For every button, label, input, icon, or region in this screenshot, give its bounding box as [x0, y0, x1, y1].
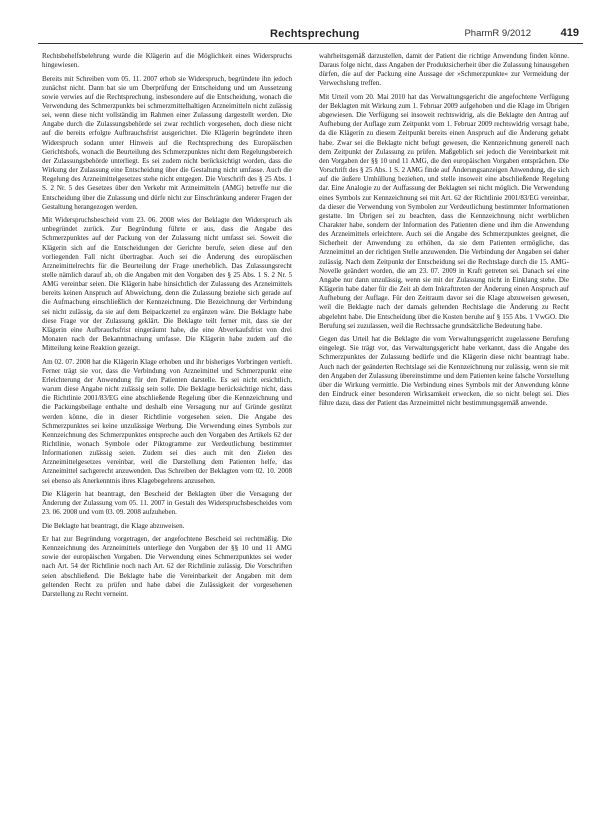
journal-reference: PharmR 9/2012 — [464, 28, 531, 39]
header-rule — [38, 43, 583, 44]
section-title: Rechtsprechung — [270, 28, 360, 40]
paragraph: Die Beklagte hat beantragt, die Klage abzuweisen. — [42, 521, 185, 530]
paragraph: Bereits mit Schreiben vom 05. 11. 2007 erhob sie Widerspruch, begründete ihn jedoch zunächst nicht. Dann bat sie um Überprüfung der Entscheidung und um Aussetzung sowie verwies auf die Rechtsprechung, insbesondere auf die Entscheidung, wonach die Verwendung des Schmerzpunkts bei schmerzmittelhaltigen Arzneimitteln nicht zulässig sei, wenn diese nicht vollständig im Rahmen einer Zulassung dargestellt werden. Die Angabe durch die Zulassungsbehörde sei zwar rechtlich vorgesehen, doch diese nicht auf die bereits erfolgte Aufbrauchsfrist ausgerichtet. Die Klägerin begründete ihren Widerspruch sodann unter Hinweis auf die Rechtsprechung des Europäischen Gerichtshofs, wonach die Beurteilung des Schmerzpunktes nicht dem Regelungsbereich der Zulassungsbehörde unterliegt. Es sei zudem nicht berücksichtigt worden, dass die Wirkung der Zulassung eine Entscheidung über die Gestaltung nicht umfasse. Auch die Regelung des Arzneimittelgesetzes stehe nicht entgegen. Die Vorschrift des § 25 Abs. 1 S. 2 Nr. 5 des Gesetzes über den Verkehr mit Arzneimitteln (AMG) betreffe nur die Entscheidung über die Zulassung und dürfe nicht zur Einschränkung anderer Fragen der Gestaltung herangezogen werden. — [42, 74, 292, 211]
paragraph: Mit Widerspruchsbescheid vom 23. 06. 2008 wies der Beklagte den Widerspruch als unbegründet zurück. Zur Begründung führte er aus, dass die Angabe des Schmerzpunktes auf der Packung von der Zulassung nicht umfasst sei. Soweit die Klägerin sich auf die Entscheidungen der Gerichte berufe, seien diese auf den vorliegenden Fall nicht übertragbar. Auch sei die Änderung des europäischen Arzneimittelrechts für die Beurteilung der Frage unerheblich. Das Zulassungsrecht stelle nämlich darauf ab, ob die Angaben mit den Vorgaben des § 25 Abs. 1 S. 2 Nr. 5 AMG vereinbar seien. Die Klägerin habe hinsichtlich der Zulassung des Arzneimittels bereits keinen Anspruch auf Abweichung, denn die Zulassung beziehe sich gerade auf die Aufmachung einschließlich der Kennzeichnung. Die Bezeichnung der Verbindung sei nicht zulässig, da sie auf dem Beipackzettel zu ergänzen wäre. Die Beklagte habe diese Frage vor der Zulassung geklärt. Die Beklagte teilt ferner mit, dass sie der Klägerin eine Aufbrauchsfrist eingeräumt habe, die eine Abverkaufsfrist von drei Monaten nach der Bekanntmachung umfasse. Die Klägerin habe zudem auf die Mitteilung keine Reaktion gezeigt. — [42, 216, 292, 353]
paragraph: Er hat zur Begründung vorgetragen, der angefochtene Bescheid sei rechtmäßig. Die Kennzeichnung des Arzneimittels unterliege den Vorgaben der §§ 10 und 11 AMG sowie der europäischen Vorgaben. Die Verwendung eines Schmerzpunktes sei weder nach Art. 54 der Richtlinie noch nach Art. 62 der Richtlinie zulässig. Die Vorschriften seien abschließend. Die Beklagte habe die Vereinbarkeit der Angaben mit dem geltenden Recht zu prüfen und habe dabei die Zulässigkeit der vorgesehenen Darstellung zu Recht verneint. — [42, 534, 292, 598]
paragraph: wahrheitsgemäß darzustellen, damit der Patient die richtige Anwendung finden könne. Daraus folge nicht, dass Angaben der Produktsicherheit über die Zulassung hinausgehen dürfen, die auf der Packung eine Aussage der »Schmerzpunkte« zur Vermeidung der Verwechslung treffen. — [319, 52, 569, 88]
paragraph: Rechtsbehelfsbelehrung wurde die Klägerin auf die Möglichkeit eines Widerspruchs hingewiesen. — [42, 52, 292, 70]
page-header — [0, 10, 603, 50]
left-column — [42, 52, 292, 603]
right-column — [319, 52, 569, 413]
paragraph: Am 02. 07. 2008 hat die Klägerin Klage erhoben und ihr bisheriges Vorbringen vertieft. Ferner trägt sie vor, dass die Verbindung von Arzneimittel und Schmerzpunkt eine Erleichterung der Anwendung für den Patienten darstelle. Es sei nicht ersichtlich, warum diese Angabe nicht zulässig sein solle. Die Beklagte berücksichtige nicht, dass die Richtlinie 2001/83/EG eine abschließende Regelung über die Kennzeichnung und die Packungsbeilage enthalte und deshalb eine Versagung nur auf Gründe gestützt werden könne, die in dieser Richtlinie vorgesehen seien. Die Angabe des Schmerzpunktes sei keine unzulässige Werbung. Die Verwendung eines Symbols zur Kennzeichnung des Schmerzpunktes entspreche auch den Vorgaben des Artikels 62 der Richtlinie, wonach Symbole oder Piktogramme zur Verdeutlichung bestimmter Informationen zulässig seien. Zudem sei dies auch mit den Zielen des Arzneimittelgesetzes vereinbar, weil die Darstellung dem Patienten helfe, das Arzneimittel sachgerecht anzuwenden. Das Schreiben der Beklagten vom 02. 10. 2008 sei ebenso als Anerkenntnis ihres Klagebegehrens anzusehen. — [42, 357, 292, 485]
paragraph: Die Klägerin hat beantragt, den Bescheid der Beklagten über die Versagung der Änderung der Zulassung vom 05. 11. 2007 in Gestalt des Widerspruchsbescheides vom 23. 06. 2008 und vom 03. 09. 2008 aufzuheben. — [42, 489, 292, 517]
paragraph: Gegen das Urteil hat die Beklagte die vom Verwaltungsgericht zugelassene Berufung eingelegt. Sie trägt vor, das Verwaltungsgericht habe verkannt, dass die Angabe des Schmerzpunktes der Zulassung bedürfe und die Klägerin diese nicht beantragt habe. Auch nach der geänderten Rechtslage sei die Kennzeichnung nur zulässig, wenn sie mit den Angaben der Zulassung übereinstimme und dem Patienten keine falsche Vorstellung über die Wirkung vermittle. Die Verbindung eines Symbols mit der Anwendung könne den Eindruck einer besonderen Wirksamkeit erwecken, die so nicht belegt sei. Dies führe dazu, dass der Patient das Arzneimittel nicht bestimmungsgemäß anwende. — [319, 335, 569, 408]
paragraph: Mit Urteil vom 20. Mai 2010 hat das Verwaltungsgericht die angefochtene Verfügung der Beklagten mit Wirkung zum 1. Februar 2009 aufgehoben und die Klage im Übrigen abgewiesen. Die Verfügung sei insoweit rechtswidrig, als die Beklagte den Antrag auf Aufhebung der Auflage zum Zeitpunkt vom 1. Februar 2009 rechtswidrig versagt habe, da die Klägerin zu diesem Zeitpunkt bereits einen Anspruch auf die Änderung gehabt habe. Zwar sei die Beklagte nicht befugt gewesen, die Kennzeichnung generell nach dem Zeitpunkt der Zulassung zu prüfen. Maßgeblich sei jedoch die Vereinbarkeit mit den Vorgaben der §§ 10 und 11 AMG, die den europäischen Vorgaben entsprächen. Die Vorschrift des § 25 Abs. 1 S. 2 AMG finde auf Änderungsanzeigen Anwendung, die sich auf die äußere Umhüllung beziehen, und stelle insoweit eine abschließende Regelung dar. Eine Analogie zu der Auffassung der Beklagten sei nicht möglich. Die Verwendung eines Symbols zur Kennzeichnung sei mit Art. 62 der Richtlinie 2001/83/EG vereinbar, da dieser die Verwendung von Symbolen zur Verdeutlichung bestimmter Informationen gestatte. Im Übrigen sei zu beachten, dass die Kennzeichnung nicht werblichen Charakter habe, sondern der Information des Patienten diene und ihm die Anwendung des Arzneimittels erleichtere. Auch sei die Angabe des Schmerzpunktes geeignet, die Sicherheit der Anwendung zu erhöhen, da sie dem Patienten ermögliche, das Arzneimittel an der richtigen Stelle anzuwenden. Die Verbindung der Angaben sei daher zulässig. Nach dem Zeitpunkt der Entscheidung sei die Rechtslage durch die 15. AMG-Novelle geändert worden, die am 23. 07. 2009 in Kraft getreten sei. Danach sei eine Angabe nur dann unzulässig, wenn sie mit der Zulassung nicht in Einklang stehe. Die Klägerin habe daher für die Zeit ab dem Inkrafttreten der Änderung einen Anspruch auf Aufhebung der Auflage. Für den Zeitraum davor sei die Klage abzuweisen gewesen, weil die Beklagte nach der damals geltenden Rechtslage die Änderung zu Recht abgelehnt habe. Die Entscheidung über die Kosten beruhe auf § 155 Abs. 1 VwGO. Die Berufung sei zuzulassen, weil die Rechtssache grundsätzliche Bedeutung habe. — [319, 92, 569, 330]
page-number: 419 — [560, 27, 579, 39]
